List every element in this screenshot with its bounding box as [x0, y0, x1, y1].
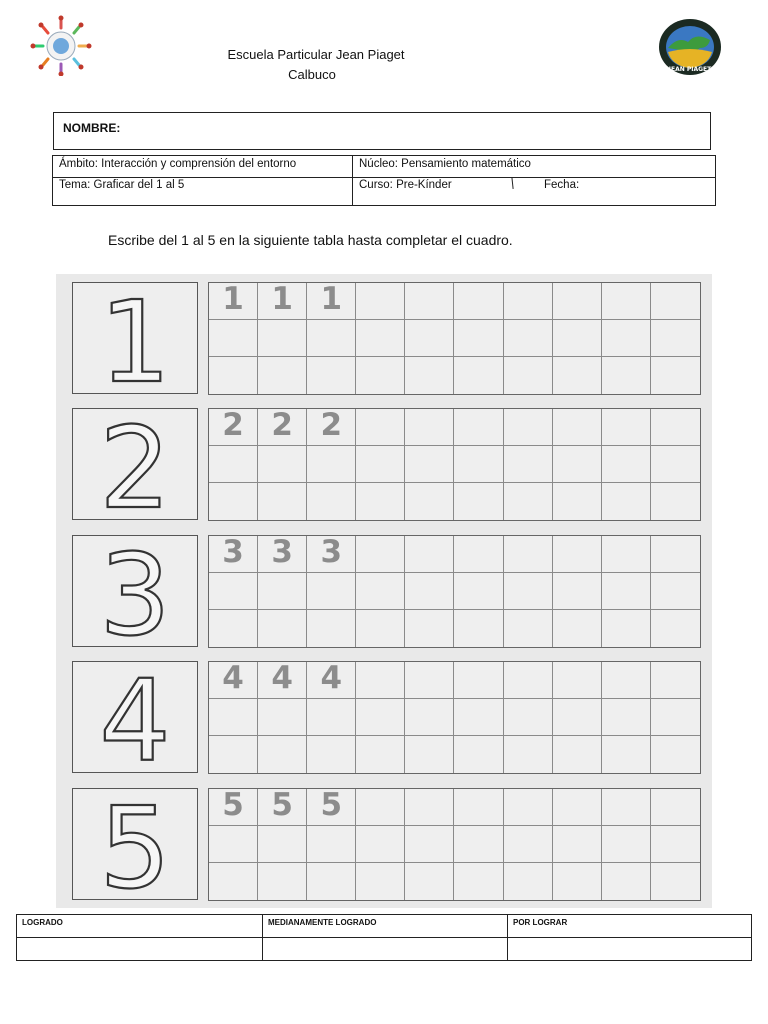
school-name: Escuela Particular Jean Piaget — [227, 47, 405, 62]
grid-cell[interactable] — [405, 483, 454, 520]
grid-cell[interactable] — [209, 357, 258, 394]
grid-cell[interactable] — [405, 826, 454, 863]
tracing-grid-3[interactable] — [208, 535, 701, 648]
grid-cell[interactable] — [307, 736, 356, 773]
grid-cell[interactable] — [209, 536, 258, 573]
school-logo-left-icon — [30, 14, 92, 76]
grid-cell[interactable] — [454, 789, 503, 826]
grid-cell[interactable] — [307, 446, 356, 483]
grid-cell[interactable] — [356, 662, 405, 699]
sample-digit: 4 — [271, 660, 293, 696]
grid-cell[interactable] — [307, 357, 356, 394]
grid-cell[interactable] — [356, 736, 405, 773]
numeral-outline: 2 — [99, 409, 171, 518]
tracing-grid-4[interactable] — [208, 661, 701, 774]
grid-cell[interactable] — [602, 573, 651, 610]
grid-cell[interactable] — [651, 446, 700, 483]
grid-cell[interactable] — [356, 536, 405, 573]
grid-cell[interactable] — [356, 610, 405, 647]
grid-cell[interactable] — [504, 536, 553, 573]
grid-cell[interactable] — [651, 320, 700, 357]
grid-cell[interactable] — [504, 483, 553, 520]
grid-cell[interactable] — [553, 789, 602, 826]
grid-cell[interactable] — [454, 863, 503, 900]
grid-cell[interactable] — [307, 789, 356, 826]
grid-cell[interactable] — [504, 662, 553, 699]
grid-cell[interactable] — [405, 357, 454, 394]
grid-cell[interactable] — [602, 789, 651, 826]
grid-cell[interactable] — [504, 320, 553, 357]
grid-cell[interactable] — [553, 536, 602, 573]
nucleo-cell: Núcleo: Pensamiento matemático — [359, 158, 531, 170]
sample-digit: 1 — [320, 281, 343, 317]
grid-cell[interactable] — [454, 409, 503, 446]
info-table — [52, 155, 716, 206]
grid-cell[interactable] — [307, 409, 356, 446]
grid-cell[interactable] — [651, 536, 700, 573]
grid-cell[interactable] — [209, 320, 258, 357]
grid-cell[interactable] — [553, 610, 602, 647]
sample-digit: 5 — [320, 787, 343, 823]
numeral-outline: 5 — [99, 789, 171, 898]
grid-cell[interactable] — [258, 662, 307, 699]
grid-cell[interactable] — [209, 662, 258, 699]
grid-cell[interactable] — [602, 610, 651, 647]
grid-cell[interactable] — [209, 736, 258, 773]
grid-cell[interactable] — [504, 446, 553, 483]
sample-digit: 5 — [271, 787, 293, 823]
grid-cell[interactable] — [209, 826, 258, 863]
grid-cell[interactable] — [356, 483, 405, 520]
grid-cell[interactable] — [258, 357, 307, 394]
grid-cell[interactable] — [405, 536, 454, 573]
grid-cell[interactable] — [454, 536, 503, 573]
tracing-grid-5[interactable] — [208, 788, 701, 901]
grid-cell[interactable] — [602, 357, 651, 394]
grid-cell[interactable] — [258, 699, 307, 736]
grid-cell[interactable] — [258, 320, 307, 357]
grid-cell[interactable] — [651, 863, 700, 900]
sample-digit: 1 — [271, 281, 293, 317]
numeral-4-box — [72, 661, 198, 773]
school-logo-right-icon — [658, 18, 722, 76]
grid-cell[interactable] — [553, 320, 602, 357]
grid-cell[interactable] — [307, 320, 356, 357]
evaluation-table — [16, 914, 752, 961]
tracing-grid-2[interactable] — [208, 408, 701, 521]
grid-cell[interactable] — [602, 409, 651, 446]
grid-cell[interactable] — [405, 736, 454, 773]
grid-cell[interactable] — [504, 826, 553, 863]
grid-cell[interactable] — [405, 320, 454, 357]
grid-cell[interactable] — [209, 446, 258, 483]
grid-cell[interactable] — [454, 483, 503, 520]
grid-cell[interactable] — [602, 320, 651, 357]
eval-logrado: LOGRADO — [22, 918, 63, 927]
eval-por-lograr: POR LOGRAR — [513, 918, 568, 927]
grid-cell[interactable] — [258, 573, 307, 610]
grid-cell[interactable] — [553, 662, 602, 699]
grid-cell[interactable] — [356, 320, 405, 357]
tema-cell: Tema: Graficar del 1 al 5 — [59, 179, 185, 191]
grid-cell[interactable] — [504, 699, 553, 736]
numeral-2-box — [72, 408, 198, 520]
grid-cell[interactable] — [209, 610, 258, 647]
grid-cell[interactable] — [405, 699, 454, 736]
sample-digit: 3 — [320, 534, 343, 570]
grid-cell[interactable] — [504, 573, 553, 610]
grid-cell[interactable] — [209, 789, 258, 826]
sample-digit: 4 — [320, 660, 343, 696]
grid-cell[interactable] — [651, 409, 700, 446]
grid-cell[interactable] — [209, 283, 258, 320]
grid-cell[interactable] — [454, 573, 503, 610]
grid-cell[interactable] — [504, 789, 553, 826]
grid-cell[interactable] — [356, 826, 405, 863]
grid-cell[interactable] — [651, 662, 700, 699]
grid-cell[interactable] — [651, 699, 700, 736]
grid-cell[interactable] — [602, 699, 651, 736]
grid-cell[interactable] — [602, 736, 651, 773]
grid-cell[interactable] — [258, 446, 307, 483]
sample-digit: 2 — [271, 407, 293, 443]
grid-cell[interactable] — [258, 610, 307, 647]
grid-cell[interactable] — [454, 320, 503, 357]
eval-por-lograr-cell[interactable] — [508, 938, 752, 960]
grid-cell[interactable] — [356, 357, 405, 394]
tracing-grid-1[interactable] — [208, 282, 701, 395]
grid-cell[interactable] — [504, 863, 553, 900]
grid-cell[interactable] — [651, 357, 700, 394]
grid-cell[interactable] — [454, 283, 503, 320]
grid-cell[interactable] — [651, 789, 700, 826]
grid-cell[interactable] — [553, 863, 602, 900]
grid-cell[interactable] — [602, 483, 651, 520]
grid-cell[interactable] — [553, 446, 602, 483]
grid-cell[interactable] — [454, 446, 503, 483]
grid-cell[interactable] — [258, 283, 307, 320]
grid-cell[interactable] — [553, 699, 602, 736]
grid-cell[interactable] — [602, 446, 651, 483]
svg-text:JEAN PIAGET: JEAN PIAGET — [668, 66, 712, 73]
sample-digit: 2 — [222, 407, 244, 443]
grid-cell[interactable] — [602, 662, 651, 699]
grid-cell[interactable] — [602, 863, 651, 900]
grid-cell[interactable] — [356, 863, 405, 900]
grid-cell[interactable] — [307, 863, 356, 900]
grid-cell[interactable] — [553, 826, 602, 863]
grid-cell[interactable] — [356, 789, 405, 826]
grid-cell[interactable] — [454, 357, 503, 394]
eval-medianamente: MEDIANAMENTE LOGRADO — [268, 918, 377, 927]
grid-cell[interactable] — [454, 662, 503, 699]
grid-cell[interactable] — [209, 699, 258, 736]
ambito-cell: Ámbito: Interacción y comprensión del entorno — [59, 158, 297, 170]
grid-cell[interactable] — [504, 357, 553, 394]
grid-cell[interactable] — [307, 610, 356, 647]
grid-cell[interactable] — [454, 826, 503, 863]
grid-cell[interactable] — [405, 863, 454, 900]
grid-cell[interactable] — [405, 446, 454, 483]
grid-cell[interactable] — [553, 357, 602, 394]
grid-cell[interactable] — [405, 573, 454, 610]
grid-cell[interactable] — [307, 826, 356, 863]
sample-digit: 1 — [222, 281, 244, 317]
grid-cell[interactable] — [258, 736, 307, 773]
eval-medianamente-cell[interactable] — [263, 938, 507, 960]
curso-cell: Curso: Pre-Kínder — [359, 179, 452, 191]
grid-cell[interactable] — [307, 283, 356, 320]
numeral-outline: 4 — [99, 662, 171, 771]
school-city: Calbuco — [288, 67, 336, 82]
sample-digit: 4 — [222, 660, 244, 696]
grid-cell[interactable] — [307, 573, 356, 610]
grid-cell[interactable] — [209, 483, 258, 520]
grid-cell[interactable] — [454, 699, 503, 736]
grid-cell[interactable] — [258, 409, 307, 446]
grid-cell[interactable] — [209, 573, 258, 610]
numeral-3-box — [72, 535, 198, 647]
grid-cell[interactable] — [651, 610, 700, 647]
grid-cell[interactable] — [356, 573, 405, 610]
grid-cell[interactable] — [602, 283, 651, 320]
sample-digit: 2 — [320, 407, 343, 443]
grid-cell[interactable] — [307, 662, 356, 699]
name-label: NOMBRE: — [63, 121, 121, 135]
grid-cell[interactable] — [307, 483, 356, 520]
grid-cell[interactable] — [651, 826, 700, 863]
sample-digit: 3 — [222, 534, 244, 570]
grid-cell[interactable] — [405, 610, 454, 647]
grid-cell[interactable] — [602, 536, 651, 573]
grid-cell[interactable] — [405, 283, 454, 320]
grid-cell[interactable] — [258, 536, 307, 573]
grid-cell[interactable] — [504, 736, 553, 773]
grid-cell[interactable] — [405, 662, 454, 699]
grid-cell[interactable] — [405, 409, 454, 446]
grid-cell[interactable] — [651, 573, 700, 610]
grid-cell[interactable] — [651, 483, 700, 520]
tracing-worksheet — [56, 274, 712, 908]
grid-cell[interactable] — [504, 610, 553, 647]
grid-cell[interactable] — [651, 283, 700, 320]
grid-cell[interactable] — [651, 736, 700, 773]
grid-cell[interactable] — [553, 283, 602, 320]
numeral-outline: 3 — [99, 536, 171, 645]
grid-cell[interactable] — [553, 409, 602, 446]
grid-cell[interactable] — [209, 863, 258, 900]
grid-cell[interactable] — [258, 789, 307, 826]
grid-cell[interactable] — [454, 736, 503, 773]
numeral-outline: 1 — [99, 283, 171, 392]
grid-cell[interactable] — [356, 283, 405, 320]
grid-cell[interactable] — [454, 610, 503, 647]
grid-cell[interactable] — [307, 699, 356, 736]
numeral-5-box — [72, 788, 198, 900]
sample-digit: 5 — [222, 787, 244, 823]
eval-logrado-cell[interactable] — [17, 938, 262, 960]
instruction-text: Escribe del 1 al 5 en la siguiente tabla hasta completar el cuadro. — [108, 232, 513, 248]
grid-cell[interactable] — [602, 826, 651, 863]
grid-cell[interactable] — [504, 283, 553, 320]
grid-cell[interactable] — [553, 573, 602, 610]
grid-cell[interactable] — [504, 409, 553, 446]
grid-cell[interactable] — [258, 483, 307, 520]
grid-cell[interactable] — [356, 446, 405, 483]
grid-cell[interactable] — [553, 483, 602, 520]
grid-cell[interactable] — [405, 789, 454, 826]
sample-digit: 3 — [271, 534, 293, 570]
grid-cell[interactable] — [258, 863, 307, 900]
grid-cell[interactable] — [553, 736, 602, 773]
grid-cell[interactable] — [258, 826, 307, 863]
fecha-cell[interactable]: Fecha: — [544, 179, 580, 191]
numeral-1-box — [72, 282, 198, 394]
grid-cell[interactable] — [356, 409, 405, 446]
grid-cell[interactable] — [307, 536, 356, 573]
name-field[interactable] — [53, 112, 711, 150]
grid-cell[interactable] — [209, 409, 258, 446]
grid-cell[interactable] — [356, 699, 405, 736]
